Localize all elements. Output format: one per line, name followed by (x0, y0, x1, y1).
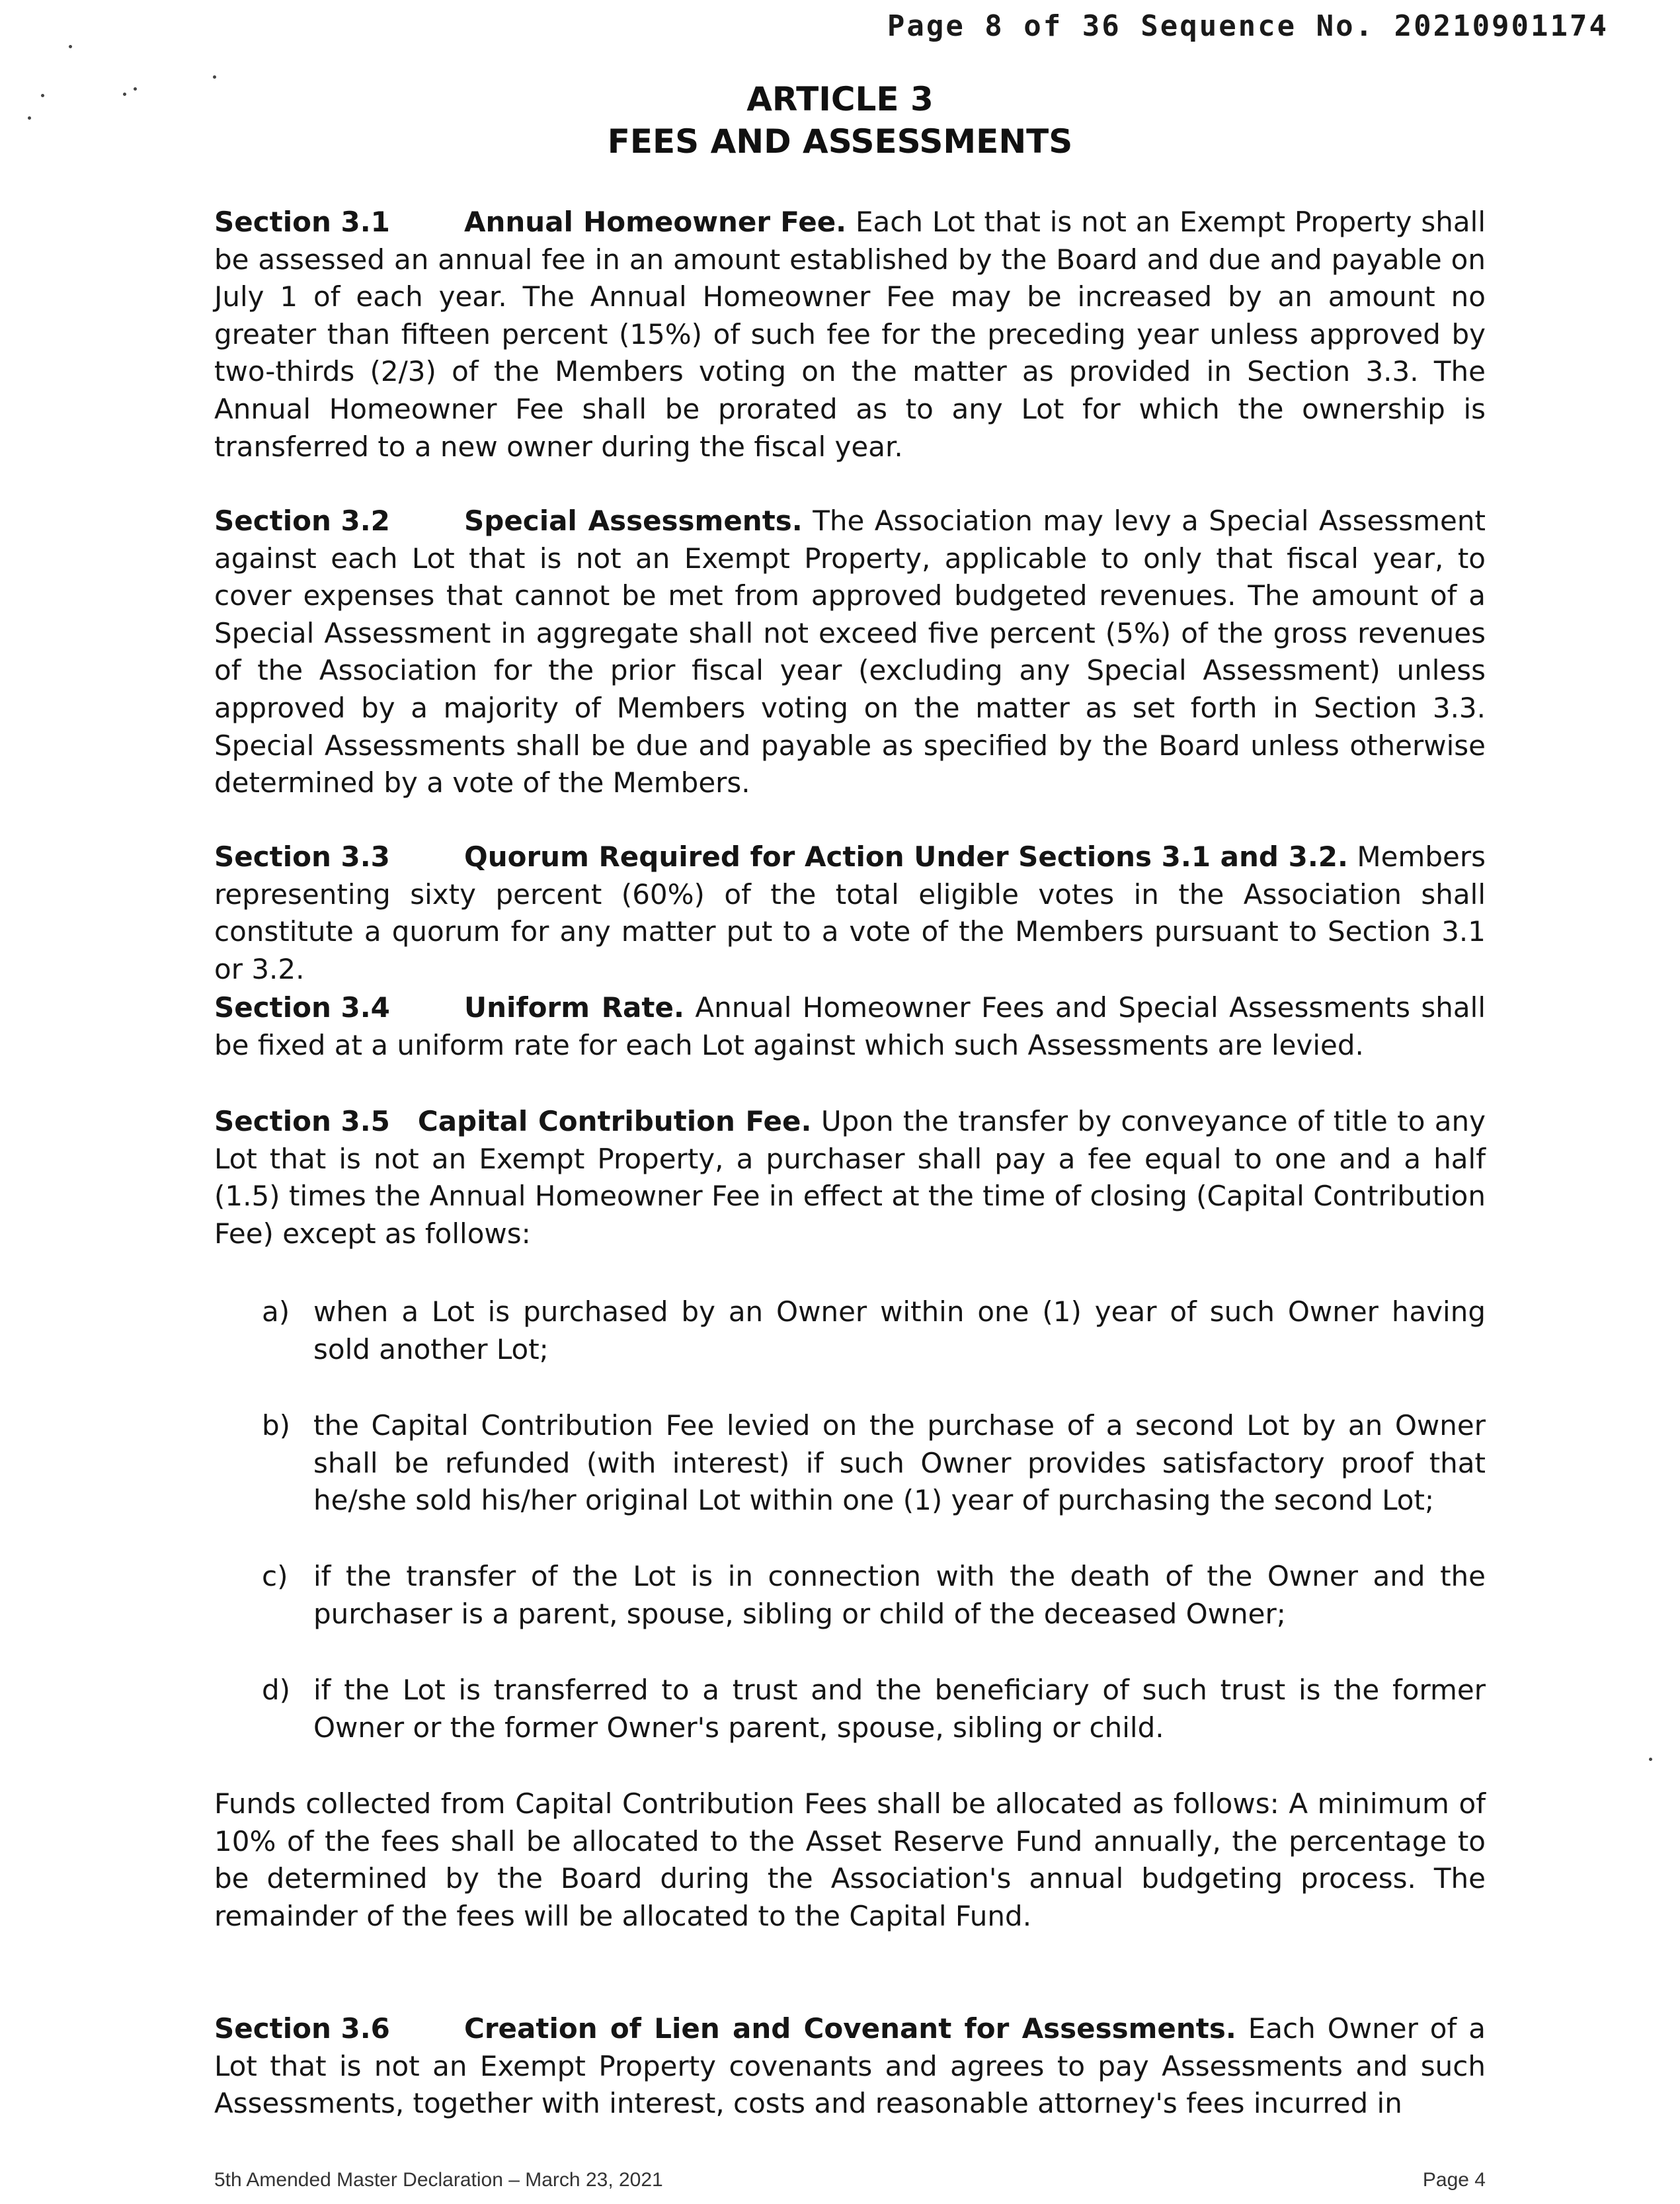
section-title: Uniform Rate. (464, 991, 684, 1024)
section-number: Section 3.4 (214, 991, 390, 1024)
list-item-label: d) (262, 1674, 291, 1706)
funds-allocation-paragraph: Funds collected from Capital Contribution Fees shall be allocated as follows: A minimum of 10% of the fees shall be allocated to the Asset Reserve Fund annually, the percentage to be determined by the Board during the Association's annual budgeting process. The remainder of the fees will be allocated to the Capital Fund. (214, 1787, 1486, 1932)
section-title: Creation of Lien and Covenant for Assessments. (464, 2012, 1236, 2045)
section-title: Capital Contribution Fee. (417, 1105, 812, 1137)
article-heading (0, 78, 1680, 163)
list-item-text: the Capital Contribution Fee levied on the purchase of a second Lot by an Owner shall be refunded (with interest) if such Owner provides satisfactory proof that he/she sold his/her original Lot within one (1) year of purchasing the second Lot; (313, 1409, 1486, 1517)
scan-speck (1649, 1758, 1652, 1761)
list-item-label: a) (262, 1295, 290, 1328)
scan-speck (69, 45, 72, 48)
footer-page-number: Page 4 (1422, 2169, 1486, 2191)
section-title: Quorum Required for Action Under Sections 3.1 and 3.2. (464, 840, 1348, 873)
section-number: Section 3.5 (214, 1105, 390, 1137)
section-3-3 (214, 838, 1486, 988)
list-item-text: if the transfer of the Lot is in connection with the death of the Owner and the purchaser is a parent, spouse, sibling or child of the deceased Owner; (313, 1560, 1486, 1630)
section-text: Each Owner of a Lot that is not an Exempt Property covenants and agrees to pay Assessments and such Assessments, together with interest, costs and reasonable attorney's fees incurred in (214, 2012, 1486, 2120)
section-3-4 (214, 989, 1486, 1064)
list-item-text: if the Lot is transferred to a trust and the beneficiary of such trust is the former Owner or the former Owner's parent, spouse, sibling or child. (313, 1674, 1486, 1744)
page-sequence-stamp: Page 8 of 36 Sequence No. 20210901174 (887, 9, 1609, 43)
list-item (214, 1407, 1486, 1520)
footer-document-title: 5th Amended Master Declaration – March 23, 2021 (214, 2169, 663, 2191)
list-item-label: c) (262, 1560, 288, 1592)
section-text: Each Lot that is not an Exempt Property shall be assessed an annual fee in an amount established by the Board and due and payable on July 1 of each year. The Annual Homeowner Fee may be increased by an amount no greater than fifteen percent (15%) of such fee for the preceding year unless approved by two-thirds (2/3) of the Members voting on the matter as provided in Section 3.3. The Annual Homeowner Fee shall be prorated as to any Lot for which the ownership is transferred to a new owner during the fiscal year. (214, 206, 1486, 463)
section-3-1 (214, 204, 1486, 466)
section-number: Section 3.1 (214, 206, 390, 238)
list-item-text: when a Lot is purchased by an Owner within one (1) year of such Owner having sold another Lot; (313, 1295, 1486, 1366)
section-3-2 (214, 503, 1486, 802)
section-number: Section 3.2 (214, 505, 390, 537)
section-3-5 (214, 1103, 1486, 1252)
section-number: Section 3.6 (214, 2012, 390, 2045)
section-text: Upon the transfer by conveyance of title to any Lot that is not an Exempt Property, a purchaser shall pay a fee equal to one and a half (1.5) times the Annual Homeowner Fee in effect at the time of closing (Capital Contribution Fee) except as follows: (214, 1105, 1486, 1250)
section-title: Special Assessments. (464, 505, 803, 537)
article-title: FEES AND ASSESSMENTS (607, 122, 1073, 161)
article-number: ARTICLE 3 (746, 80, 934, 118)
section-text: Members representing sixty percent (60%) of the total eligible votes in the Association shall constitute a quorum for any matter put to a vote of the Members pursuant to Section 3.1 or 3.2. (214, 840, 1486, 985)
list-item (214, 1293, 1486, 1368)
section-text: The Association may levy a Special Assessment against each Lot that is not an Exempt Property, applicable to only that fiscal year, to cover expenses that cannot be met from approved budgeted revenues. The amount of a Special Assessment in aggregate shall not exceed five percent (5%) of the gross revenues of the Association for the prior fiscal year (excluding any Special Assessment) unless approved by a majority of Members voting on the matter as set forth in Section 3.3. Special Assessments shall be due and payable as specified by the Board unless otherwise determined by a vote of the Members. (214, 505, 1486, 799)
list-item (214, 1672, 1486, 1746)
list-item (214, 1558, 1486, 1633)
section-3-6 (214, 2010, 1486, 2123)
list-item-label: b) (262, 1409, 291, 1442)
section-title: Annual Homeowner Fee. (464, 206, 847, 238)
section-number: Section 3.3 (214, 840, 390, 873)
section-text: Annual Homeowner Fees and Special Assessments shall be fixed at a uniform rate for each Lot against which such Assessments are levied. (214, 991, 1486, 1061)
